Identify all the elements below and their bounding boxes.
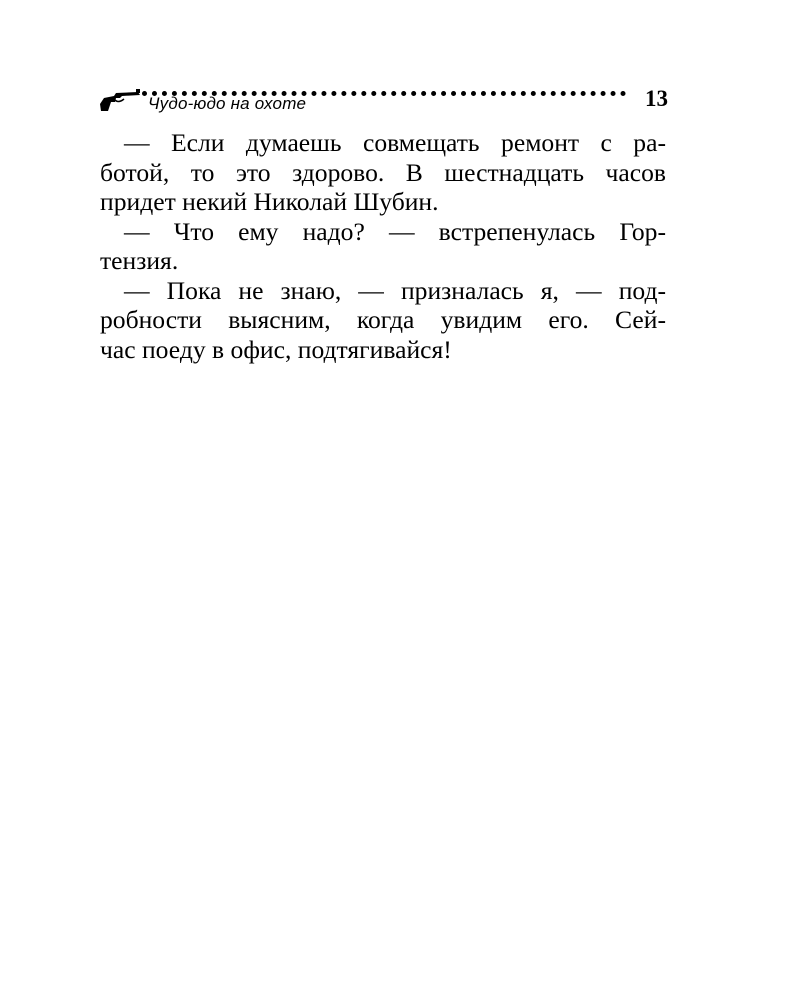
text-line: робности выясним, когда увидим его. Сей- [100, 305, 666, 334]
revolver-icon [98, 84, 144, 114]
paragraph [100, 276, 666, 365]
running-title: Чудо-юдо на охоте [148, 94, 307, 113]
body-text [100, 128, 666, 364]
text-line: тензия. [100, 246, 179, 275]
page-header [98, 84, 670, 120]
paragraph [100, 217, 666, 276]
text-line: час поеду в офис, подтягивайся! [100, 334, 452, 364]
page-number: 13 [645, 86, 668, 111]
text-line: ботой, то это здорово. В шестнадцать часов [100, 157, 666, 187]
text-line: — Если думаешь совмещать ремонт с ра- [124, 128, 666, 157]
text-line: придет некий Николай Шубин. [100, 187, 439, 216]
text-line: — Пока не знаю, — призналась я, — под- [124, 275, 666, 305]
text-line: — Что ему надо? — встрепенулась Гор- [124, 216, 666, 246]
paragraph [100, 128, 666, 217]
